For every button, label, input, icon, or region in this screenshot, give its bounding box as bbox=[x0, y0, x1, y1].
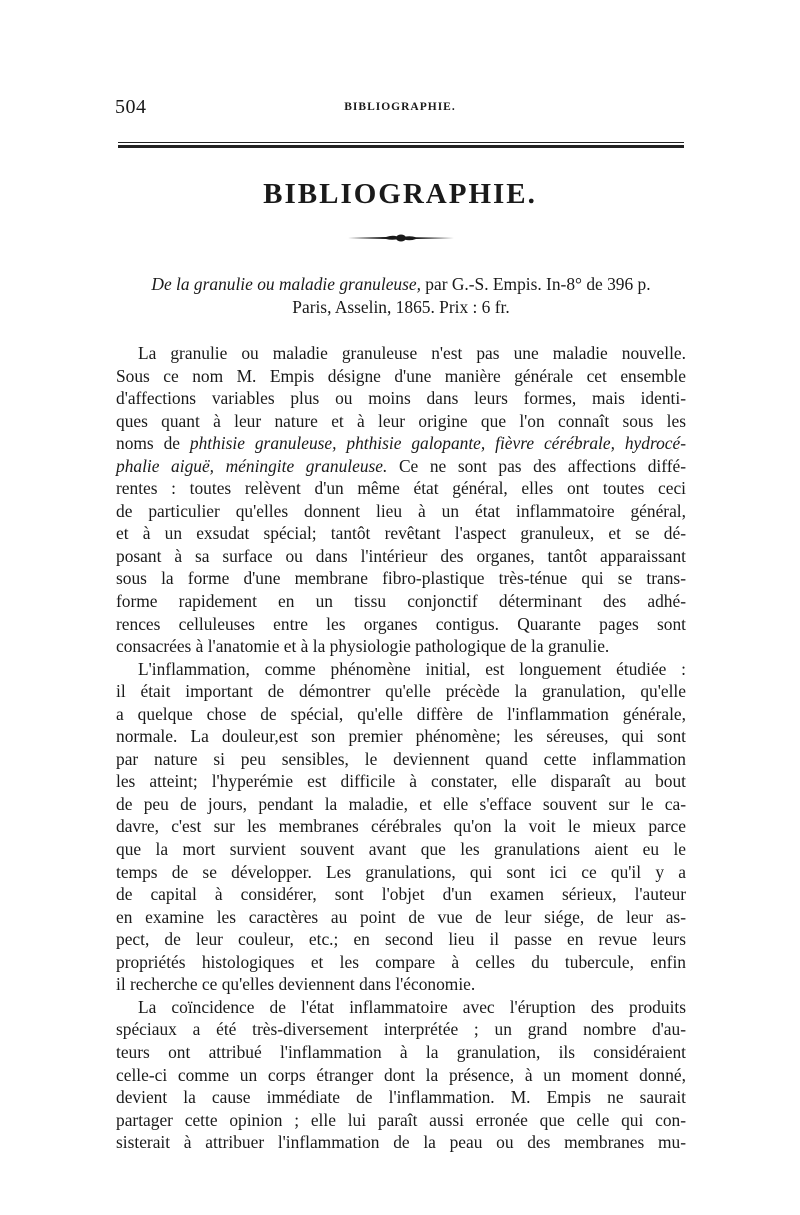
text-line bbox=[116, 432, 686, 455]
text-line: a quelque chose de spécial, qu'elle diffère de l'inflammation générale, bbox=[116, 703, 686, 724]
text-line: consacrées à l'anatomie et à la physiologie pathologique de la granulie. bbox=[116, 636, 610, 657]
text-line: de particulier qu'elles donnent lieu à un état inflammatoire général, bbox=[116, 500, 686, 521]
text-fragment: noms de bbox=[116, 433, 190, 454]
text-line: La coïncidence de l'état inflammatoire avec l'éruption des produits bbox=[138, 996, 686, 1017]
text-line: rences celluleuses entre les organes contigus. Quarante pages sont bbox=[116, 613, 686, 634]
text-line: ques quant à leur nature et à leur origine que l'on connaît sous les bbox=[116, 410, 686, 431]
review-body bbox=[116, 342, 686, 1154]
text-line: en examine les caractères au point de vue de leur siége, de leur as- bbox=[116, 906, 686, 927]
text-line: Sous ce nom M. Empis désigne d'une manière générale cet ensemble bbox=[116, 365, 686, 386]
text-line: il recherche ce qu'elles deviennent dans l'économie. bbox=[116, 974, 476, 995]
running-title: BIBLIOGRAPHIE. bbox=[344, 101, 456, 113]
text-line: de capital à considérer, sont l'objet d'un examen sérieux, l'auteur bbox=[116, 884, 686, 905]
text-line: par nature si peu sensibles, le deviennent quand cette inflammation bbox=[116, 748, 686, 769]
text-line: devient la cause immédiate de l'inflammation. M. Empis ne saurait bbox=[116, 1087, 686, 1108]
running-head bbox=[115, 96, 685, 120]
text-line: forme rapidement en un tissu conjonctif déterminant des adhé- bbox=[116, 591, 686, 612]
text-line: rentes : toutes relèvent d'un même état général, elles ont toutes ceci bbox=[116, 478, 686, 499]
text-line: les atteint; l'hyperémie est difficile à constater, elle disparaît au bout bbox=[116, 771, 686, 792]
book-citation bbox=[116, 273, 686, 319]
text-line: sisterait à attribuer l'inflammation de la peau ou des membranes mu- bbox=[116, 1132, 686, 1153]
text-line: posant à sa surface ou dans l'intérieur des organes, tantôt apparaissant bbox=[116, 545, 686, 566]
text-line: d'affections variables plus ou moins dans leurs formes, mais identi- bbox=[116, 388, 686, 409]
text-line: L'inflammation, comme phénomène initial, est longuement étudiée : bbox=[138, 658, 686, 679]
text-line: davre, c'est sur les membranes cérébrales qu'on la voit le mieux parce bbox=[116, 816, 686, 837]
text-line: propriétés histologiques et les compare à celles du tubercule, enfin bbox=[116, 951, 686, 972]
text-line: sous la forme d'une membrane fibro-plastique très-ténue qui se trans- bbox=[116, 568, 686, 589]
text-fragment: Ce ne sont pas des affections diffé- bbox=[387, 455, 686, 476]
section-title: BIBLIOGRAPHIE. bbox=[263, 178, 537, 210]
text-line: que la mort survient souvent avant que les granulations aient eu le bbox=[116, 839, 686, 860]
text-line: spéciaux a été très-diversement interprétée ; un grand nombre d'au- bbox=[116, 1019, 686, 1040]
text-line bbox=[116, 455, 686, 478]
text-line: celle-ci comme un corps étranger dont la présence, à un moment donné, bbox=[116, 1064, 686, 1085]
citation-line-2: Paris, Asselin, 1865. Prix : 6 fr. bbox=[292, 297, 510, 317]
text-line: pect, de leur couleur, etc.; en second lieu il passe en revue leurs bbox=[116, 929, 686, 950]
text-line: La granulie ou maladie granuleuse n'est pas une maladie nouvelle. bbox=[138, 343, 686, 363]
header-rule bbox=[118, 142, 684, 148]
italic-disease-names: phthisie granuleuse, phthisie galopante, fièvre cérébrale, hydrocé- bbox=[189, 433, 686, 454]
text-line: teurs ont attribué l'inflammation à la granulation, ils considéraient bbox=[116, 1041, 686, 1062]
text-line: normale. La douleur,est son premier phénomène; les séreuses, qui sont bbox=[116, 726, 686, 747]
ornament-divider bbox=[346, 233, 456, 243]
citation-details: par G.-S. Empis. In-8° de 396 p. bbox=[420, 274, 651, 294]
text-line: temps de se développer. Les granulations, qui sont ici ce qu'il y a bbox=[116, 861, 686, 882]
italic-disease-names: phalie aiguë, méningite granuleuse. bbox=[116, 455, 388, 476]
text-line: partager cette opinion ; elle lui paraît aussi erronée que celle qui con- bbox=[116, 1109, 686, 1130]
citation-line-1 bbox=[116, 273, 686, 296]
text-line: il était important de démontrer qu'elle précède la granulation, qu'elle bbox=[116, 681, 686, 702]
text-line: et à un exsudat spécial; tantôt revêtant l'aspect granuleux, et se dé- bbox=[116, 523, 686, 544]
text-line: de peu de jours, pendant la maladie, et elle s'efface souvent sur le ca- bbox=[116, 793, 686, 814]
book-title: De la granulie ou maladie granuleuse, bbox=[151, 274, 421, 294]
page-number: 504 bbox=[115, 96, 147, 118]
